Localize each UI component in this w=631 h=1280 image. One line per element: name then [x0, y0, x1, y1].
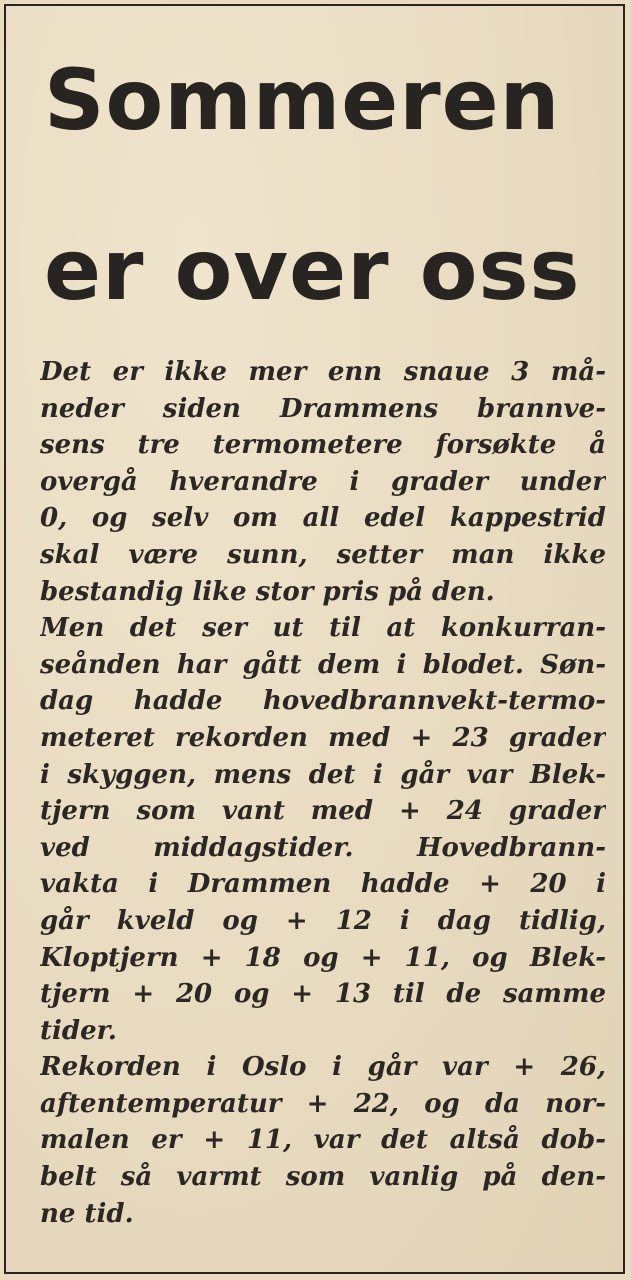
- article-line: tjern som vant med + 24 grader: [40, 796, 606, 827]
- article-line: sens tre termometere forsøkte å: [40, 430, 606, 461]
- newspaper-clipping: [4, 4, 625, 1274]
- article-line: tjern + 20 og + 13 til de samme: [40, 979, 606, 1010]
- article-line: malen er + 11, var det altså dob-: [40, 1125, 606, 1156]
- article-line: Men det ser ut til at konkurran-: [40, 613, 606, 644]
- article-line: Det er ikke mer enn snaue 3 må-: [40, 357, 606, 387]
- article-line: ne tid.: [40, 1198, 134, 1229]
- article-line: seånden har gått dem i blodet. Søn-: [40, 649, 606, 680]
- article-line: belt så varmt som vanlig på den-: [40, 1162, 606, 1193]
- headline-line-1: Sommeren: [44, 51, 561, 149]
- article-line: tider.: [40, 1015, 117, 1046]
- article-line: aftentemperatur + 22, og da nor-: [40, 1088, 606, 1119]
- article-line: går kveld og + 12 i dag tidlig,: [40, 905, 606, 936]
- article-body: [40, 354, 606, 1232]
- article-line: i skyggen, mens det i går var Blek-: [40, 759, 606, 790]
- article-line: skal være sunn, setter man ikke: [40, 539, 606, 570]
- article-line: Rekorden i Oslo i går var + 26,: [40, 1052, 606, 1083]
- article-line: overgå hverandre i grader under: [40, 466, 606, 497]
- headline-line-2: er over oss: [44, 221, 581, 319]
- article-line: vakta i Drammen hadde + 20 i: [40, 869, 606, 900]
- article-line: meteret rekorden med + 23 grader: [40, 722, 606, 753]
- article-line: ved middagstider. Hovedbrann-: [40, 832, 606, 863]
- article-line: bestandig like stor pris på den.: [40, 576, 495, 607]
- article-line: 0, og selv om all edel kappestrid: [40, 503, 606, 534]
- article-line: neder siden Drammens brannve-: [40, 393, 606, 424]
- article-line: dag hadde hovedbrannvekt-termo-: [40, 686, 606, 717]
- article-line: Kloptjern + 18 og + 11, og Blek-: [40, 942, 606, 973]
